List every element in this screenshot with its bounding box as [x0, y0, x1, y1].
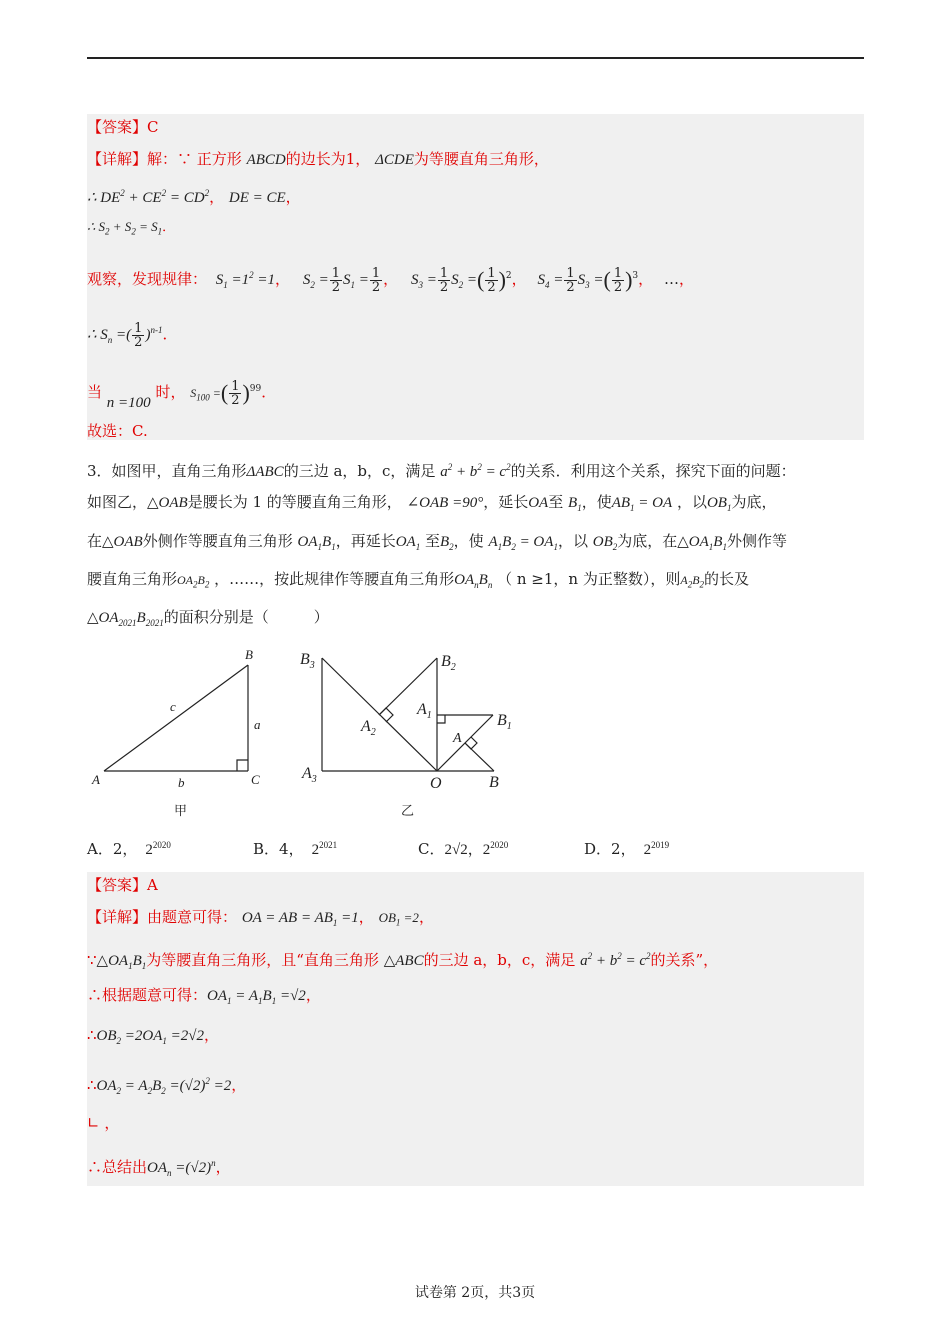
option-b[interactable]: B．4， $2^{2021}$ [253, 840, 338, 858]
label-B: B [245, 647, 253, 662]
label-A1: $A_1$ [417, 701, 432, 721]
right-angle-A2 [379, 708, 393, 722]
detail-line-3: ∴ $S_2 + S_2 = S_1$． [87, 219, 176, 237]
answer-block-1 [87, 114, 864, 440]
right-angle-A1 [437, 715, 445, 723]
question-line-4: 腰直角三角形$OA_2B_2$ ，……，按此规律作等腰直角三角形$OA_nB_n$ （ n ≥1，n 为正整数），则$A_2B_2$的长及 [87, 570, 750, 590]
detail2-line-2: $\because\triangle OA_1B_1$为等腰直角三角形，且“直角三角形 △ABC的三边 a，b，c，满足 $a^2 + b^2 = c^2$的关系”， [87, 951, 719, 971]
detail2-line-4: $\therefore OB_2 =2OA_1 =2√2$， [87, 1026, 220, 1046]
right-angle-A [465, 737, 477, 749]
right-angle-mark [237, 760, 248, 771]
label-c: c [170, 699, 176, 714]
figure-yi [295, 645, 525, 825]
caption-jia: 甲 [174, 804, 188, 819]
label-A: A [453, 731, 462, 746]
label-A3: $A_3$ [302, 765, 317, 785]
question-line-2: 如图乙，△OAB是腰长为 1 的等腰直角三角形， ∠OAB =90°，延长OA至 $B_1$，使$AB_1$ = OA ，以$OB_1$为底， [87, 493, 777, 513]
label-B: B [489, 774, 499, 791]
detail-line-1: 【详解】解：∵ 正方形 ABCD的边长为1， ΔCDE为等腰直角三角形， [87, 150, 549, 168]
detail2-line-5: $\therefore OA_2 = A_2B_2 =(√2)^2 =2$， [87, 1076, 247, 1096]
when-line: 当 n =100 时， $S_{100}$ =( $\frac{1}{2}$ )$^{99}$． [87, 378, 277, 411]
detail2-line-7: ∴总结出$OA_n =(√2)^n$， [87, 1158, 231, 1178]
question-line-5: $\triangle OA_{2021}B_{2021}$的面积分别是（ ） [87, 608, 329, 628]
label-A: A [92, 772, 100, 787]
option-c[interactable]: C．2√2，$2^{2020}$ [418, 840, 509, 858]
label-B2: $B_2$ [441, 653, 456, 673]
answer-block-2 [87, 872, 864, 1186]
answer-line: 【答案】C [87, 118, 159, 136]
observe-line: 观察，发现规律： $S_1 =1^2 =1$， $S_2$ = $\frac{1}{2}$ $S_1$ = $\frac{1}{2}$ ， $S_3$ = $\frac{1}{2}$ $S_2$ =( $\frac{1}{2}$ )$^2$， $S_4$ = $\frac{1}{2}$ $S_3$ =( $\frac{1}{2}$ )$^3$， …， [87, 265, 694, 295]
label-C: C [251, 772, 260, 787]
formula-line: ∴ $S_n$ =( $\frac{1}{2}$ )$^{n-1}$． [87, 320, 178, 350]
question-line-1: 3．如图甲，直角三角形ΔABC的三边 a，b，c，满足 $a^2 + b^2 = c^2$的关系．利用这个关系，探究下面的问题： [87, 462, 796, 480]
detail2-line-6: ∟ ， [87, 1114, 120, 1132]
header-rule [87, 57, 864, 59]
detail-line-2: ∴ $DE^2 + CE^2 = CD^2$， DE = CE， [87, 188, 301, 206]
segment-A2-B2 [379, 658, 437, 715]
conclusion-line: 故选：C. [87, 422, 148, 440]
label-b: b [178, 775, 185, 790]
label-B1: $B_1$ [497, 712, 512, 732]
label-A2: $A_2$ [361, 718, 376, 738]
side-c [104, 665, 248, 771]
label-O: O [430, 775, 442, 792]
option-d[interactable]: D．2， $2^{2019}$ [584, 840, 670, 858]
caption-yi: 乙 [401, 804, 415, 819]
page-footer: 试卷第 2页，共3页 [414, 1285, 536, 1301]
detail2-line-1: 【详解】由题意可得： OA = AB = $AB_1 =1$， $OB_1 =2$， [87, 908, 434, 928]
label-B3: $B_3$ [300, 651, 315, 671]
answer-line-2: 【答案】A [87, 876, 158, 894]
option-a[interactable]: A．2， $2^{2020}$ [87, 840, 171, 858]
question-line-3: 在△OAB外侧作等腰直角三角形 $OA_1B_1$，再延长$OA_1$ 至$B_2$，使 $A_1B_2 = OA_1$，以 $OB_2$为底，在$\triangle OA_1B_1$外侧作等 [87, 532, 787, 552]
figure-jia [88, 645, 268, 825]
label-a: a [254, 717, 261, 732]
detail2-line-3: ∴根据题意可得：$OA_1 = A_1B_1 =√2$， [87, 986, 321, 1006]
